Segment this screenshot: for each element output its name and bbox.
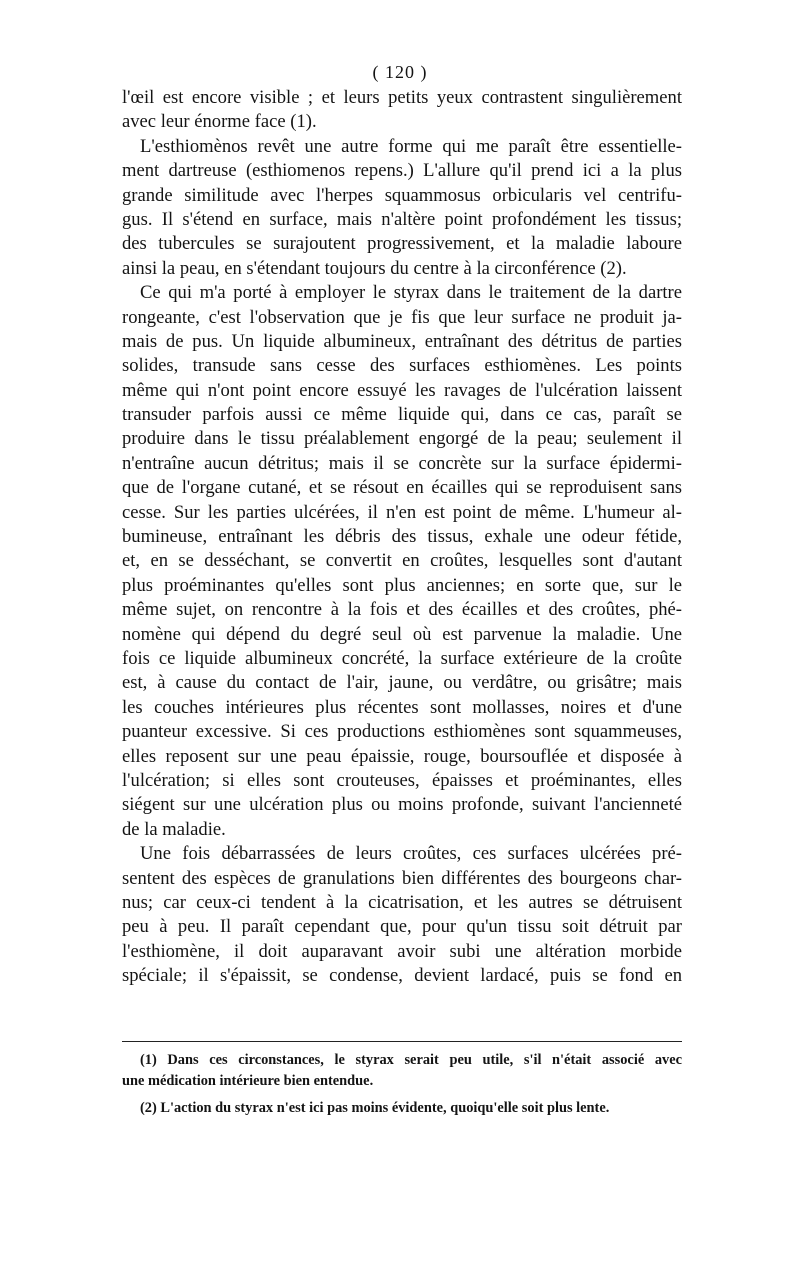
body-text bbox=[122, 86, 682, 988]
text-line: ainsi la peau, en s'étendant toujours du centre à la circonférence (2). bbox=[122, 257, 627, 279]
text-line: que de l'organe cutané, et se résout en écailles qui se reproduisent sans bbox=[122, 477, 682, 499]
text-line: transuder parfois aussi ce même liquide qui, dans ce cas, paraît se bbox=[122, 404, 682, 426]
text-line: de la maladie. bbox=[122, 818, 226, 840]
text-line: solides, transude sans cesse des surfaces esthiomènes. Les points bbox=[122, 355, 682, 377]
text-line: même sujet, on rencontre à la fois et des écailles et des croûtes, phé- bbox=[122, 599, 682, 621]
text-line: sentent des espèces de granulations bien différentes des bourgeons char- bbox=[122, 867, 682, 889]
page-number: ( 120 ) bbox=[372, 62, 428, 82]
text-line: produire dans le tissu préalablement engorgé de la peau; seulement il bbox=[122, 428, 682, 450]
text-line: nus; car ceux-ci tendent à la cicatrisation, et les autres se détruisent bbox=[122, 891, 682, 913]
text-line: Ce qui m'a porté à employer le styrax dans le traitement de la dartre bbox=[140, 282, 682, 304]
text-line: mais de pus. Un liquide albumineux, entraînant des détritus de parties bbox=[122, 330, 682, 352]
text-line: même qui n'ont point encore essuyé les ravages de l'ulcération laissent bbox=[122, 379, 682, 401]
text-line: puanteur excessive. Si ces productions esthiomènes sont squammeuses, bbox=[122, 721, 682, 743]
text-line: cesse. Sur les parties ulcérées, il n'en est point de même. L'humeur al- bbox=[122, 501, 682, 523]
text-line: nomène qui dépend du degré seul où est parvenue la maladie. Une bbox=[122, 623, 682, 645]
text-line: siégent sur une ulcération plus ou moins profonde, suivant l'ancienneté bbox=[122, 794, 682, 816]
text-line: plus proéminantes qu'elles sont plus anciennes; en sorte que, sur le bbox=[122, 574, 682, 596]
text-line: l'esthiomène, il doit auparavant avoir subi une altération morbide bbox=[122, 940, 682, 962]
text-line: fois ce liquide albumineux concrété, la surface extérieure de la croûte bbox=[122, 647, 682, 669]
footnotes bbox=[122, 1050, 682, 1119]
text-line: avec leur énorme face (1). bbox=[122, 111, 317, 133]
text-line: elles reposent sur une peau épaissie, rouge, boursouflée et disposée à bbox=[122, 745, 682, 767]
text-line: Une fois débarrassées de leurs croûtes, ces surfaces ulcérées pré- bbox=[140, 843, 682, 865]
text-line: et, en se desséchant, se convertit en croûtes, lesquelles sont d'autant bbox=[122, 550, 682, 572]
text-line: gus. Il s'étend en surface, mais n'altère point profondément les tissus; bbox=[122, 208, 682, 230]
text-line: n'entraîne aucun détritus; mais il se concrète sur la surface épidermi- bbox=[122, 452, 682, 474]
text-line: les couches intérieures plus récentes sont mollasses, noires et d'une bbox=[122, 696, 682, 718]
text-line: grande similitude avec l'herpes squammosus orbicularis vel centrifu- bbox=[122, 184, 682, 206]
text-line: spéciale; il s'épaissit, se condense, devient lardacé, puis se fond en bbox=[122, 965, 682, 987]
text-line: est, à cause du contact de l'air, jaune, ou verdâtre, ou grisâtre; mais bbox=[122, 672, 682, 694]
text-line: des tubercules se surajoutent progressivement, et la maladie laboure bbox=[122, 233, 682, 255]
text-line: peu à peu. Il paraît cependant que, pour qu'un tissu soit détruit par bbox=[122, 916, 682, 938]
text-line: rongeante, c'est l'observation que je fis que leur surface ne produit ja- bbox=[122, 306, 682, 328]
footnote-rule bbox=[122, 1041, 682, 1042]
text-line: ment dartreuse (esthiomenos repens.) L'allure qu'il prend ici a la plus bbox=[122, 160, 682, 182]
text-line: L'esthiomènos revêt une autre forme qui me paraît être essentielle- bbox=[140, 135, 682, 157]
text-line: bumineuse, entraînant les débris des tissus, exhale une odeur fétide, bbox=[122, 526, 682, 548]
text-line: l'ulcération; si elles sont crouteuses, épaisses et proéminantes, elles bbox=[122, 769, 682, 791]
footnote-line: (1) Dans ces circonstances, le styrax serait peu utile, s'il n'était associé avec bbox=[140, 1052, 682, 1068]
footnote-line: une médication intérieure bien entendue. bbox=[122, 1073, 374, 1089]
text-line: l'œil est encore visible ; et leurs petits yeux contrastent singulièrement bbox=[122, 87, 682, 108]
footnote-line: (2) L'action du styrax n'est ici pas moins évidente, quoiqu'elle soit plus lente. bbox=[140, 1100, 610, 1116]
